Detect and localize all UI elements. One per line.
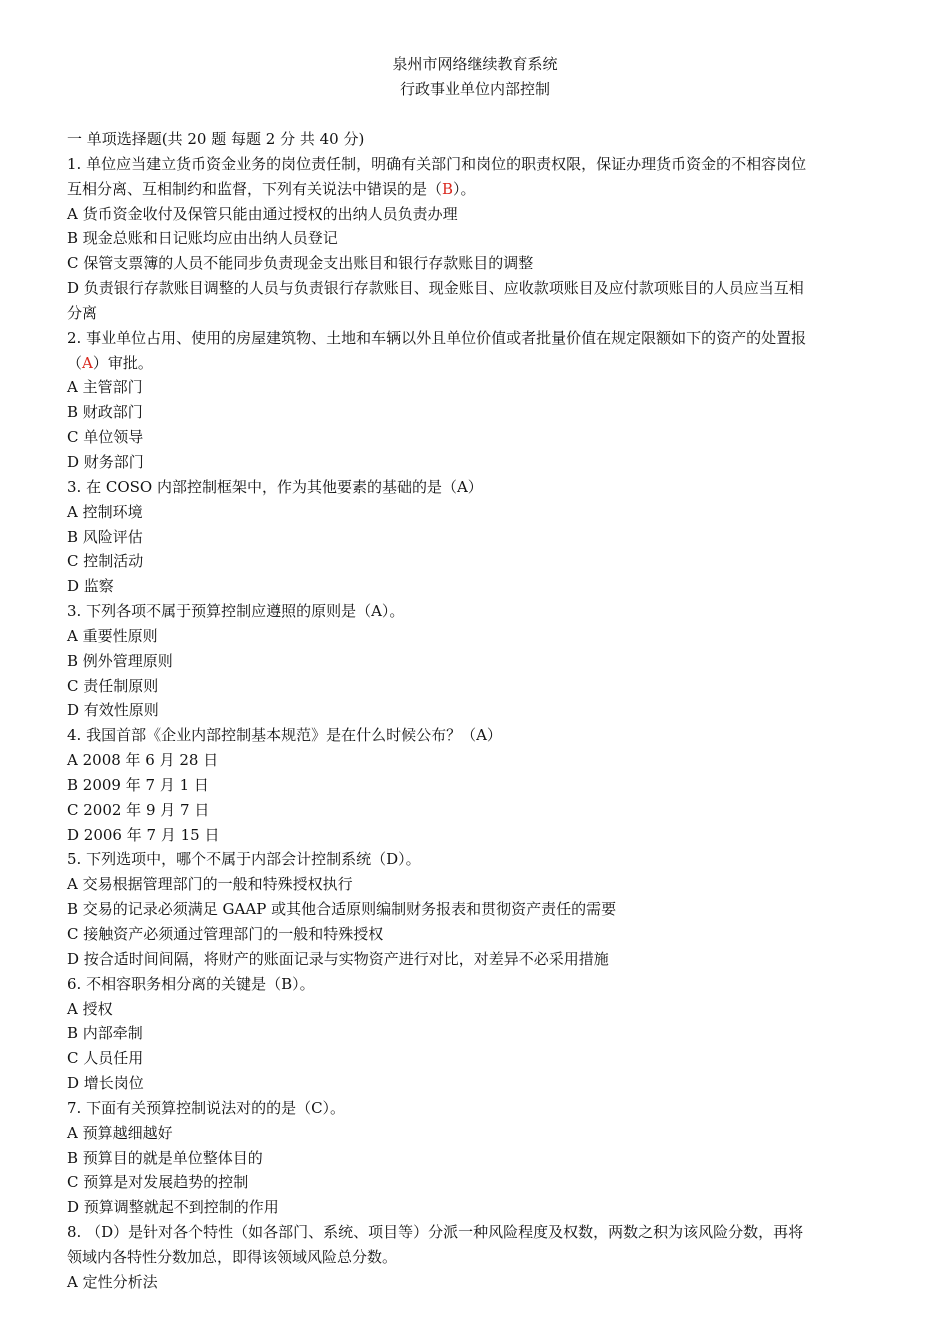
question-text: 1. 单位应当建立货币资金业务的岗位责任制，明确有关部门和岗位的职责权限，保证办理货币资金的不相容岗位 [67,154,807,173]
option-text: A 授权 [67,999,113,1018]
option-text: D 负责银行存款账目调整的人员与负责银行存款账目、现金账目、应收款项账目及应付款项账目的人员应当互相 [67,279,804,298]
option-text: A 2008 年 6 月 28 日 [67,751,219,770]
answer-highlight: A [82,353,93,372]
question-text: 2. 事业单位占用、使用的房屋建筑物、土地和车辆以外且单位价值或者批量价值在规定限额如下的资产的处置报 [67,328,807,347]
question-text: 5. 下列选项中，哪个不属于内部会计控制系统（D）。 [67,850,421,869]
option-text: D 有效性原则 [67,701,159,720]
question-list [67,127,907,1295]
option-text: A 定性分析法 [67,1272,158,1291]
option-text: A 交易根据管理部门的一般和特殊授权执行 [67,875,353,894]
option-text: A 预算越细越好 [67,1123,173,1142]
option-text: C 2002 年 9 月 7 日 [67,800,210,819]
option-text: A 货币资金收付及保管只能由通过授权的出纳人员负责办理 [67,204,458,223]
question-text: 领域内各特性分数加总，即得该领域风险总分数。 [67,1247,398,1266]
option-text: B 2009 年 7 月 1 日 [67,775,209,794]
answer-highlight: B [442,179,454,198]
option-text: A 重要性原则 [67,626,158,645]
question-text: 4. 我国首部《企业内部控制基本规范》是在什么时候公布？（A） [67,726,502,745]
section-heading: 一 单项选择题(共 20 题 每题 2 分 共 40 分) [67,130,365,148]
option-text: B 预算目的就是单位整体目的 [67,1148,263,1167]
question-text-part: 互相分离、互相制约和监督，下列有关说法中错误的是（ [67,179,443,198]
option-text: D 财务部门 [67,452,144,471]
question-text [67,351,907,376]
question-text-part: （ [67,353,83,372]
option-text: D 2006 年 7 月 15 日 [67,825,220,844]
option-text: D 监察 [67,577,114,596]
question-text: 7. 下面有关预算控制说法对的的是（C）。 [67,1098,346,1117]
option-text: B 财政部门 [67,403,143,422]
question-text: 6. 不相容职务相分离的关键是（B）。 [67,974,315,993]
option-text: B 内部牵制 [67,1024,143,1043]
option-text: C 预算是对发展趋势的控制 [67,1173,249,1192]
option-text: 分离 [67,303,98,322]
option-text: D 增长岗位 [67,1074,144,1093]
option-text: A 主管部门 [67,378,143,397]
question-text: 8. （D）是针对各个特性（如各部门、系统、项目等）分派一种风险程度及权数，两数之积为该风险分数，再将 [67,1223,804,1242]
option-text: C 责任制原则 [67,676,159,695]
question-text-part: ）。 [453,179,476,198]
question-text-part: ）审批。 [92,353,153,372]
option-text: C 人员任用 [67,1049,144,1068]
option-text: D 按合适时间间隔，将财产的账面记录与实物资产进行对比，对差异不必采用措施 [67,949,609,968]
question-text: 3. 下列各项不属于预算控制应遵照的原则是（A）。 [67,602,405,621]
option-text: A 控制环境 [67,502,143,521]
option-text: B 现金总账和日记账均应由出纳人员登记 [67,229,338,248]
option-text: C 接触资产必须通过管理部门的一般和特殊授权 [67,925,384,943]
document-title: 泉州市网络继续教育系统 [392,55,558,73]
question-text: 3. 在 COSO 内部控制框架中，作为其他要素的基础的是（A） [67,477,483,496]
question-text [67,177,907,202]
option-text: B 例外管理原则 [67,651,173,670]
option-text: D 预算调整就起不到控制的作用 [67,1198,279,1217]
document-subtitle: 行政事业单位内部控制 [399,80,550,98]
option-text: C 控制活动 [67,552,144,571]
option-text: C 保管支票簿的人员不能同步负责现金支出账目和银行存款账目的调整 [67,254,534,273]
option-text: B 交易的记录必须满足 GAAP 或其他合适原则编制财务报表和贯彻资产责任的需要 [67,900,617,919]
option-text: C 单位领导 [67,428,144,447]
option-text: B 风险评估 [67,527,143,546]
